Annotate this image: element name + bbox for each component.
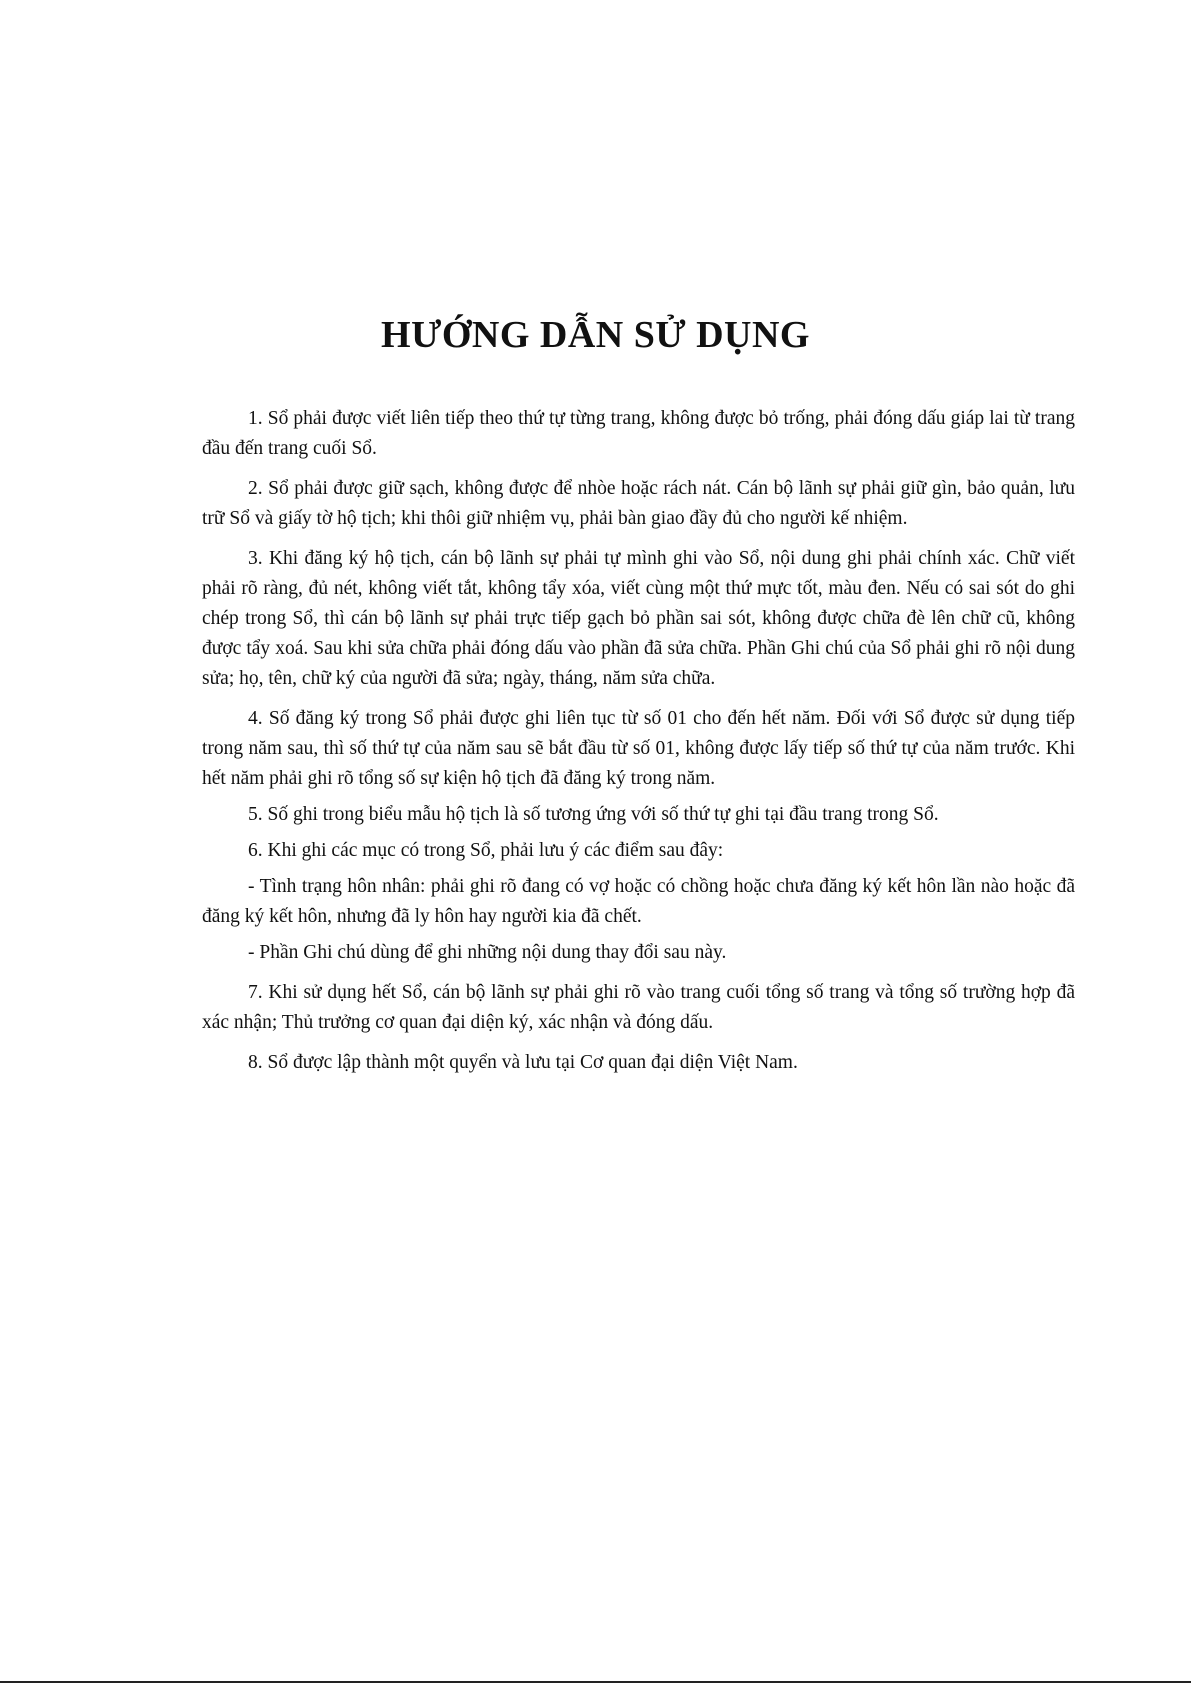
instruction-item-2: 2. Sổ phải được giữ sạch, không được để nhòe hoặc rách nát. Cán bộ lãnh sự phải giữ gìn, bảo quản, lưu trữ Sổ và giấy tờ hộ tịch; khi thôi giữ nhiệm vụ, phải bàn giao đầy đủ cho người kế nhiệm. [202, 478, 1075, 529]
instruction-item-5: 5. Số ghi trong biểu mẫu hộ tịch là số tương ứng với số thứ tự ghi tại đầu trang trong Sổ. [248, 804, 939, 825]
instruction-item-7: 7. Khi sử dụng hết Sổ, cán bộ lãnh sự phải ghi rõ vào trang cuối tổng số trang và tổng số trường hợp đã xác nhận; Thủ trưởng cơ quan đại diện ký, xác nhận và đóng dấu. [202, 982, 1075, 1033]
bottom-divider [0, 1681, 1191, 1683]
instructions-body [202, 404, 1075, 1078]
instruction-item-1: 1. Sổ phải được viết liên tiếp theo thứ tự từng trang, không được bỏ trống, phải đóng dấu giáp lai từ trang đầu đến trang cuối Sổ. [202, 408, 1075, 459]
instruction-item-4: 4. Số đăng ký trong Sổ phải được ghi liên tục từ số 01 cho đến hết năm. Đối với Sổ được sử dụng tiếp trong năm sau, thì số thứ tự của năm sau sẽ bắt đầu từ số 01, không được lấy tiếp số thứ tự của năm trước. Khi hết năm phải ghi rõ tổng số sự kiện hộ tịch đã đăng ký trong năm. [202, 708, 1075, 789]
page-title: HƯỚNG DẪN SỬ DỤNG [381, 314, 810, 357]
instruction-subitem-notes: - Phần Ghi chú dùng để ghi những nội dung thay đổi sau này. [248, 942, 727, 963]
instruction-subitem-marital-status: - Tình trạng hôn nhân: phải ghi rõ đang có vợ hoặc có chồng hoặc chưa đăng ký kết hôn lần nào hoặc đã đăng ký kết hôn, nhưng đã ly hôn hay người kia đã chết. [202, 876, 1075, 927]
instruction-item-8: 8. Sổ được lập thành một quyển và lưu tại Cơ quan đại diện Việt Nam. [248, 1052, 798, 1073]
instruction-item-6: 6. Khi ghi các mục có trong Sổ, phải lưu ý các điểm sau đây: [248, 840, 724, 861]
instruction-item-3: 3. Khi đăng ký hộ tịch, cán bộ lãnh sự phải tự mình ghi vào Sổ, nội dung ghi phải chính xác. Chữ viết phải rõ ràng, đủ nét, không viết tắt, không tẩy xóa, viết cùng một thứ mực tốt, màu đen. Nếu có sai sót do ghi chép trong Sổ, thì cán bộ lãnh sự phải trực tiếp gạch bỏ phần sai sót, không được chữa đè lên chữ cũ, không được tẩy xoá. Sau khi sửa chữa phải đóng dấu vào phần đã sửa chữa. Phần Ghi chú của Sổ phải ghi rõ nội dung sửa; họ, tên, chữ ký của người đã sửa; ngày, tháng, năm sửa chữa. [202, 548, 1075, 689]
